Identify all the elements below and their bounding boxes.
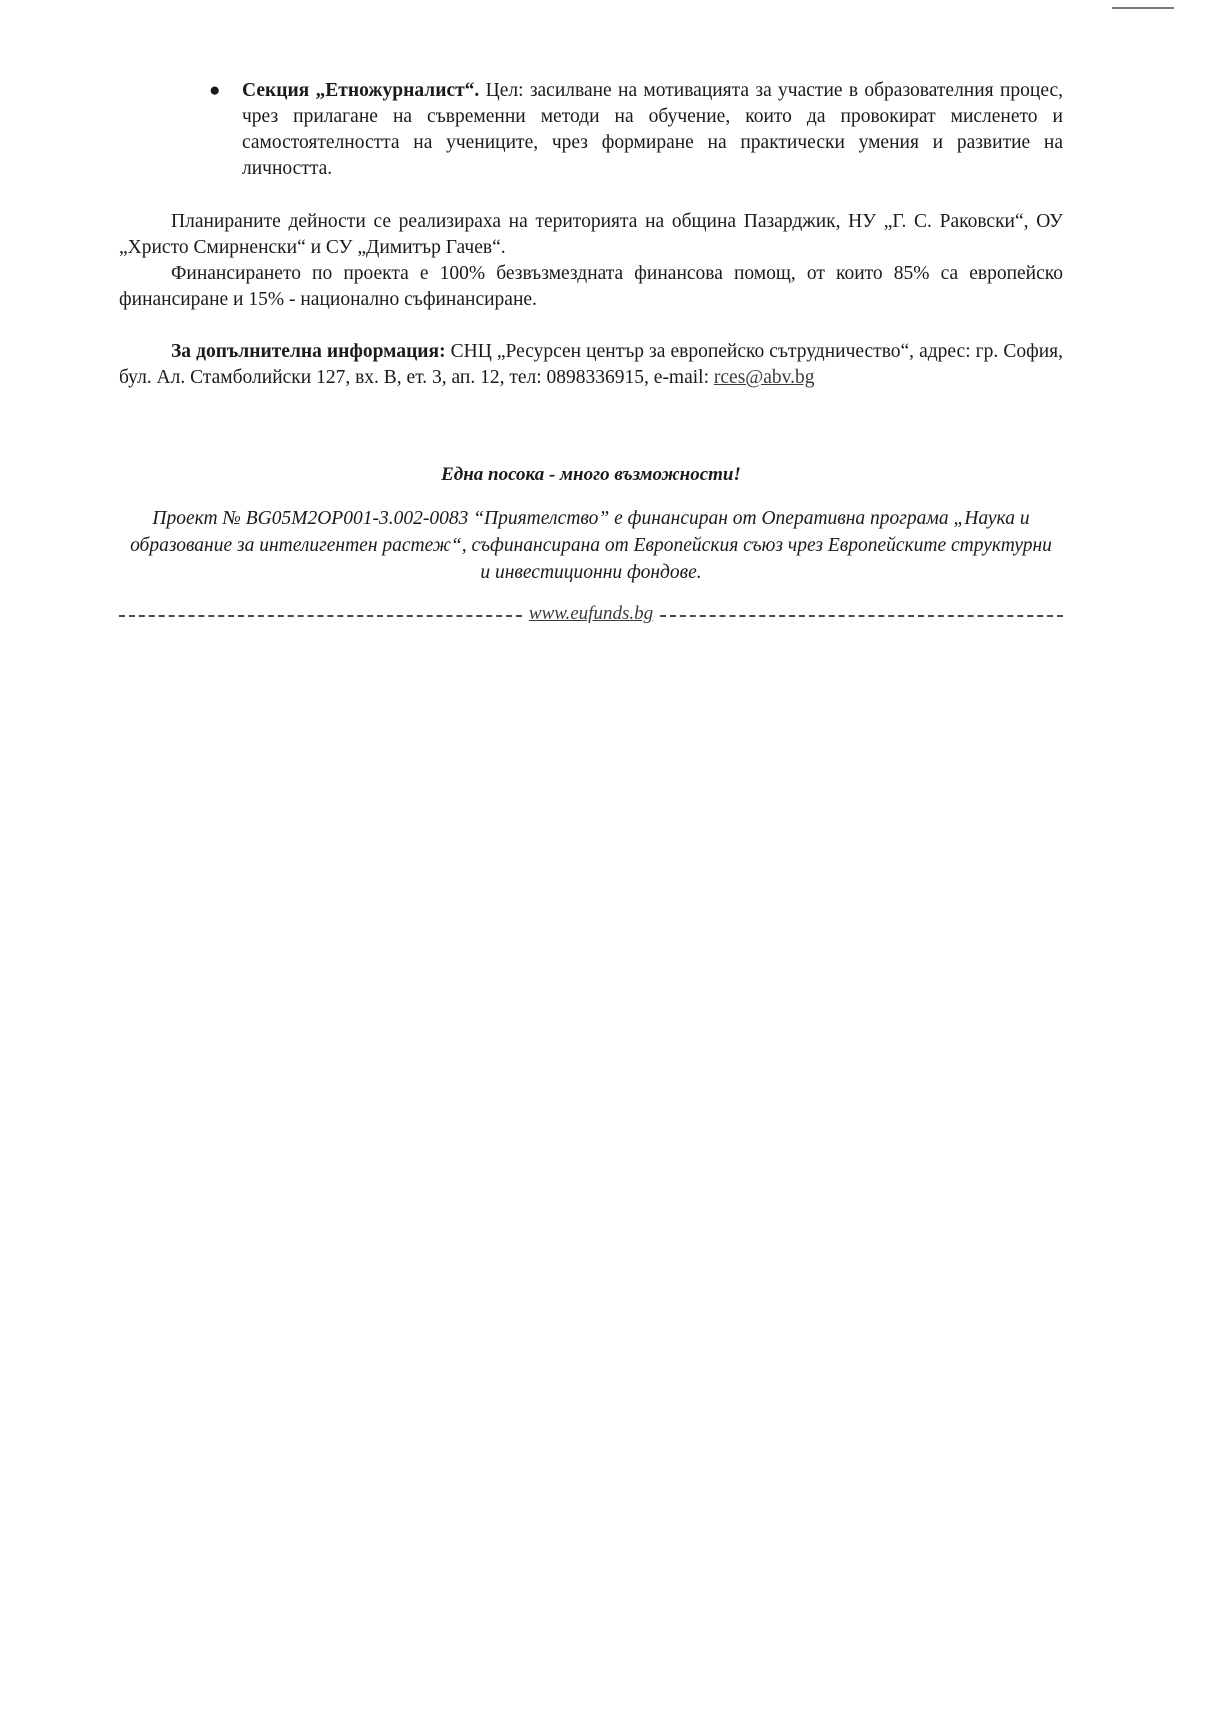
- contact-text: СНЦ „Ресурсен център за европейско сътрудничество“, адрес: гр. София, бул. Ал. Стамболийски 127, вх. В, ет. 3, ап. 12, тел: 0898336915, e-mail:: [119, 341, 1063, 388]
- contact-label: За допълнителна информация:: [171, 341, 446, 362]
- slogan: Една посока - много възможности!: [441, 464, 741, 485]
- project-statement: Проект № BG05M2OP001-3.002-0083 “Приятелство” е финансиран от Оперативна програма „Наука и образование за интелигентен растеж“, съфинансирана от Европейския съюз чрез Европейските структурни и инвестиционни фондове.: [130, 508, 1052, 583]
- bullet-item-ethnojournalist: [119, 78, 1063, 182]
- section-title: Секция „Етножурналист“.: [242, 80, 480, 101]
- scan-edge-mark: [1112, 7, 1174, 9]
- footer-url-line: [119, 602, 1063, 626]
- right-dashed-rule: [660, 615, 1063, 617]
- document-page: [119, 78, 1063, 626]
- bullet-dot-icon: ●: [209, 80, 221, 101]
- eufunds-link[interactable]: www.eufunds.bg: [528, 603, 654, 624]
- section-goal-text: Цел: засилване на мотивацията за участие в образователния процес, чрез прилагане на съвременни методи на обучение, които да провокират мисленето и самостоятелността на учениците, чрез формиране на практически умения и развитие на личността.: [242, 80, 1063, 179]
- email-link[interactable]: rces@abv.bg: [713, 367, 815, 388]
- financing-paragraph: Финансирането по проекта е 100% безвъзмездната финансова помощ, от които 85% са европейско финансиране и 15% - национално съфинансиране.: [119, 263, 1063, 310]
- contact-paragraph: [119, 339, 1063, 391]
- activities-paragraph: Планираните дейности се реализираха на територията на община Пазарджик, НУ „Г. С. Раковски“, ОУ „Христо Смирненски“ и СУ „Димитър Гачев“.: [119, 211, 1063, 258]
- left-dashed-rule: [119, 615, 522, 617]
